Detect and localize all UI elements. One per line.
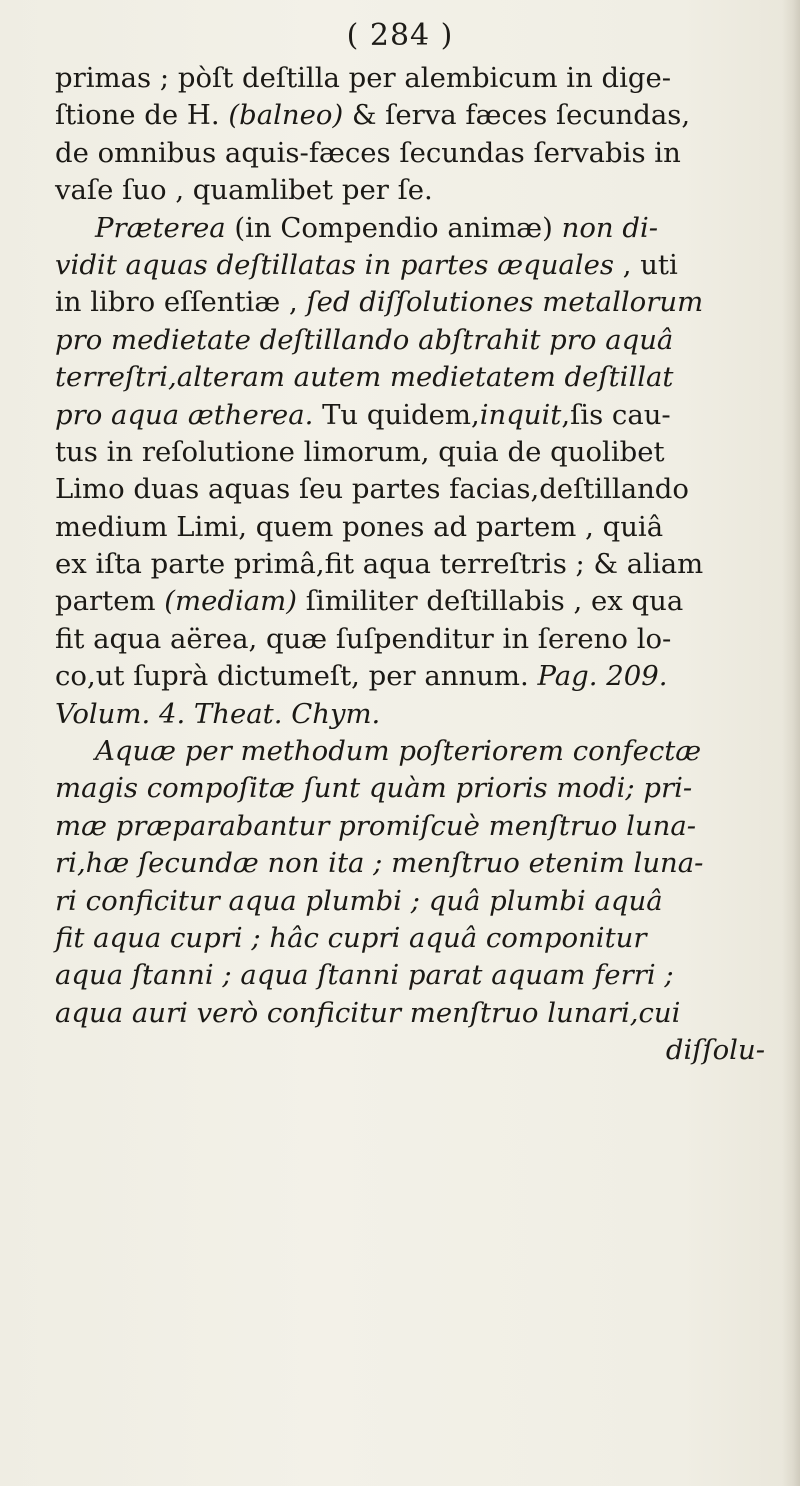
text-line: [55, 995, 785, 1032]
italic-text-segment: Aquæ per methodum poſteriorem confectæ: [95, 735, 702, 768]
text-line: [55, 434, 785, 471]
page-number: ( 284 ): [346, 18, 454, 53]
italic-text-segment: fit aqua cupri ; hâc cupri aquâ componitur: [55, 921, 647, 954]
text-segment: & ſerva fæces ſecundas,: [343, 99, 691, 132]
text-line: [55, 583, 785, 620]
italic-text-segment: Præterea: [95, 211, 226, 244]
text-line: [55, 957, 785, 994]
italic-text-segment: vidit aquas deſtillatas in partes æquales: [55, 248, 614, 281]
italic-text-segment: (mediam): [164, 585, 297, 618]
text-line: [55, 733, 785, 770]
text-segment: primas ; pòſt deſtilla per alembicum in dige‑: [55, 62, 672, 94]
text-line: [55, 135, 785, 172]
text-line: [55, 808, 785, 845]
text-line: [55, 883, 785, 920]
text-segment: vaſe ſuo , quamlibet per ſe.: [55, 174, 433, 207]
text-line: [55, 359, 785, 396]
text-segment: Limo duas aquas ſeu partes facias,deſtillando: [55, 473, 689, 506]
text-segment: co,ut ſuprà dictumeſt, per annum.: [55, 660, 538, 693]
italic-text-segment: mæ præparabantur promiſcuè menſtruo luna‑: [55, 809, 696, 842]
text-segment: Tu quidem,: [313, 398, 480, 431]
italic-text-segment: non di‑: [561, 211, 659, 244]
italic-text-segment: Volum. 4. Theat. Chym.: [55, 697, 381, 730]
text-segment: medium Limi, quem pones ad partem , quiâ: [55, 510, 664, 543]
text-segment: de omnibus aquis‑fæces ſecundas ſervabis in: [55, 136, 681, 169]
text-segment: partem: [55, 585, 165, 618]
italic-text-segment: ri conficitur aqua plumbi ; quâ plumbi aquâ: [55, 884, 663, 917]
italic-text-segment: terreſtri,alteram autem medietatem deſtillat: [55, 361, 674, 394]
italic-text-segment: Pag. 209.: [537, 660, 668, 693]
italic-text-segment: diſſolu‑: [665, 1034, 765, 1067]
text-line: [55, 696, 785, 733]
text-line: [55, 658, 785, 695]
text-line: [55, 920, 785, 957]
italic-text-segment: magis compoſitæ ſunt quàm prioris modi; pri‑: [55, 772, 693, 805]
text-segment: in libro eſſentiæ ,: [55, 286, 307, 319]
text-line: [55, 509, 785, 546]
text-segment: tus in reſolutione limorum, quia de quolibet: [55, 435, 665, 468]
text-segment: , uti: [613, 248, 678, 281]
text-line: [55, 845, 785, 882]
italic-text-segment: inquit: [479, 398, 562, 431]
text-line: [55, 60, 785, 97]
text-line: [55, 322, 785, 359]
text-segment: ex iſta parte primâ,fit aqua terreſtris ; & aliam: [55, 548, 704, 581]
italic-text-segment: (balneo): [228, 99, 344, 132]
italic-text-segment: pro aqua ætherea.: [55, 398, 314, 431]
text-line: [55, 284, 785, 321]
italic-text-segment: aqua auri verò conficitur menſtruo lunari,cui: [55, 996, 681, 1029]
text-segment: ſimiliter deſtillabis , ex qua: [296, 585, 684, 618]
text-segment: fit aqua aërea, quæ ſuſpenditur in ſereno lo‑: [55, 622, 672, 655]
text-line: [55, 471, 785, 508]
text-line: [55, 621, 785, 658]
text-line: [55, 770, 785, 807]
text-segment: (in Compendio animæ): [225, 211, 562, 244]
text-line: [55, 97, 785, 134]
italic-text-segment: pro medietate deſtillando abſtrahit pro aquâ: [55, 323, 674, 356]
text-segment: ſtione de H.: [55, 99, 229, 132]
text-line: [55, 1032, 785, 1069]
text-line: [55, 172, 785, 209]
body-text: [55, 60, 785, 1070]
text-line: [55, 397, 785, 434]
text-line: [55, 546, 785, 583]
italic-text-segment: ri,hæ ſecundæ non ita ; menſtruo etenim luna‑: [55, 847, 704, 880]
italic-text-segment: aqua ſtanni ; aqua ſtanni parat aquam ferri ;: [55, 959, 674, 992]
text-line: [55, 247, 785, 284]
text-line: [55, 210, 785, 247]
italic-text-segment: ſed diſſolutiones metallorum: [306, 286, 704, 319]
text-segment: ,ſis cau‑: [561, 398, 671, 431]
